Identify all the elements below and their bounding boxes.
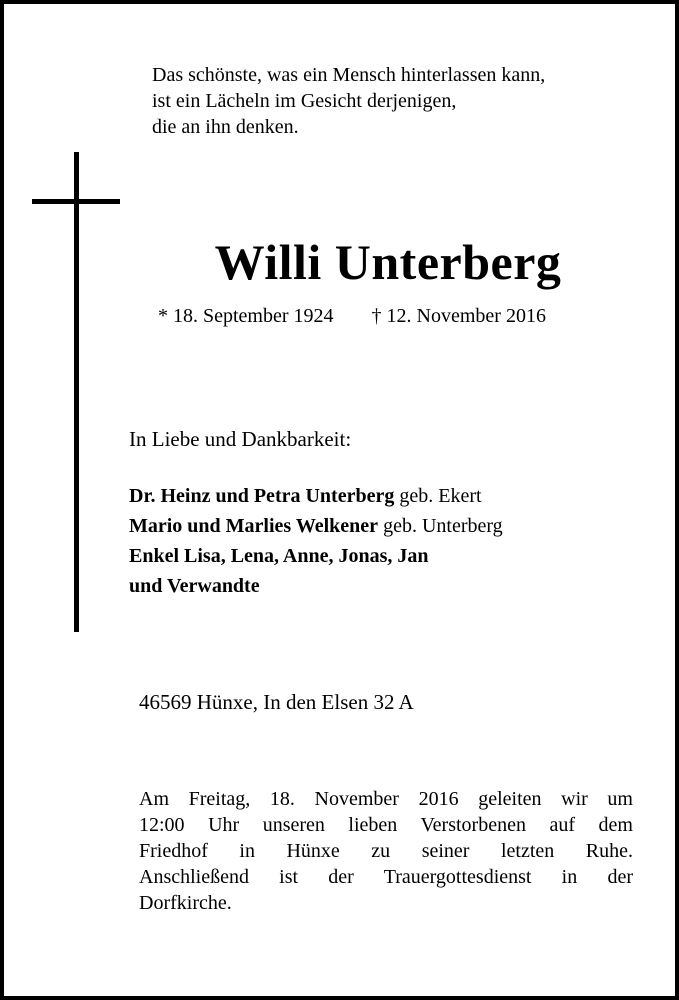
quote-line: ist ein Lächeln im Gesicht derjenigen, xyxy=(152,90,457,112)
quote-line: die an ihn denken. xyxy=(152,116,299,138)
service-line: Anschließend ist der Trauergottesdienst in der xyxy=(139,866,633,888)
cross-icon xyxy=(74,152,79,632)
family-member-name: Mario und Marlies Welkener xyxy=(129,515,379,537)
quote-line: Das schönste, was ein Mensch hinterlassen kann, xyxy=(152,64,546,86)
family-member xyxy=(129,571,503,601)
service-line: Dorfkirche. xyxy=(139,892,232,914)
memorial-quote xyxy=(152,62,545,140)
service-line: 12:00 Uhr unseren lieben Verstorbenen auf dem xyxy=(139,814,633,836)
family-member-name: Enkel Lisa, Lena, Anne, Jonas, Jan xyxy=(129,545,429,567)
gratitude-intro: In Liebe und Dankbarkeit: xyxy=(129,427,352,451)
service-line: Am Freitag, 18. November 2016 geleiten wir um xyxy=(139,788,633,810)
family-member-note: geb. Ekert xyxy=(394,485,482,507)
funeral-service-text xyxy=(139,786,633,916)
family-member xyxy=(129,541,503,571)
birth-date: * 18. September 1924 xyxy=(158,305,334,327)
family-list xyxy=(129,481,503,601)
death-date: † 12. November 2016 xyxy=(371,305,546,327)
family-member xyxy=(129,511,503,541)
deceased-name: Willi Unterberg xyxy=(214,234,562,290)
cross-icon-bar xyxy=(32,199,120,204)
life-dates xyxy=(158,302,546,330)
family-member xyxy=(129,481,503,511)
family-address: 46569 Hünxe, In den Elsen 32 A xyxy=(139,690,414,714)
family-member-name: Dr. Heinz und Petra Unterberg xyxy=(129,485,395,507)
service-line: Friedhof in Hünxe zu seiner letzten Ruhe. xyxy=(139,840,633,862)
family-member-note: geb. Unterberg xyxy=(378,515,503,537)
family-member-name: und Verwandte xyxy=(129,575,260,597)
